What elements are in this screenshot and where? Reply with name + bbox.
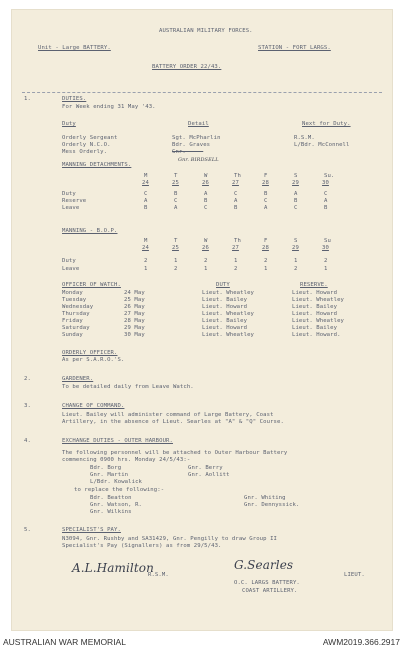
day-label: Th (234, 238, 241, 244)
day-label: Th (234, 173, 241, 179)
cell: B (234, 205, 238, 211)
watch-day: Sunday (62, 332, 83, 338)
handwritten-name: Gnr. BIRDSELL (178, 157, 219, 163)
watch-duty: Lieut. Howard (202, 304, 248, 310)
watch-reserve-header: RESERVE. (300, 282, 328, 288)
day-label: M (144, 238, 148, 244)
watch-day: Friday (62, 318, 83, 324)
duty-header: Duty (62, 121, 76, 127)
date-label: 29 (292, 180, 299, 186)
cell: C (294, 205, 298, 211)
section-heading: DUTIES. (62, 96, 87, 102)
date-label: 26 (202, 180, 209, 186)
cell: 2 (324, 258, 328, 264)
image-credit-bar (0, 632, 403, 653)
section-heading: CHANGE OF COMMAND. (62, 403, 125, 409)
cell: B (264, 191, 268, 197)
watch-duty: Lieut. Wheatley (202, 332, 255, 338)
watch-duty: Lieut. Bailey (202, 318, 248, 324)
cell: A (324, 198, 328, 204)
watch-reserve: Lieut. Bailey (292, 325, 338, 331)
watch-duty: Lieut. Howard (202, 325, 248, 331)
officer-of-watch-heading: OFFICER OF WATCH. (62, 282, 121, 288)
station-line: STATION - FORT LARGS. (258, 45, 331, 51)
watch-duty: Lieut. Bailey (202, 297, 248, 303)
cell: 1 (294, 258, 298, 264)
orderly-officer-text: As per S.A.R.O.'S. (62, 357, 125, 363)
section-number: 4. (24, 438, 31, 444)
watch-duty-header: DUTY (216, 282, 230, 288)
manning-bop-heading: MANNING - B.O.P. (62, 228, 118, 234)
watch-day: Saturday (62, 325, 90, 331)
row-label: Leave (62, 266, 80, 272)
section-text: Artillery, in the absence of Lieut. Searles at "A" & "Q" Course. (62, 419, 284, 425)
duty-row-next: L/Bdr. McConnell (294, 142, 350, 148)
cell: C (234, 191, 238, 197)
section-number: 3. (24, 403, 31, 409)
date-label: 27 (232, 180, 239, 186)
week-line: For Week ending 31 May '43. (62, 104, 156, 110)
duty-row: Mess Orderly. (62, 149, 108, 155)
date-label: 29 (292, 245, 299, 251)
next-header: Next for Duty. (302, 121, 351, 127)
cell: C (264, 198, 268, 204)
date-label: 28 (262, 180, 269, 186)
cell: B (174, 191, 178, 197)
detail-header: Detail (188, 121, 209, 127)
cell: 1 (234, 258, 238, 264)
section-number: 2. (24, 376, 31, 382)
row-label: Duty (62, 258, 76, 264)
cell: 2 (204, 258, 208, 264)
watch-date: 24 May (124, 290, 145, 296)
section-heading: EXCHANGE DUTIES - OUTER HARBOUR. (62, 438, 173, 444)
cell: B (144, 205, 148, 211)
watch-day: Tuesday (62, 297, 87, 303)
cell: A (234, 198, 238, 204)
lieut-label: LIEUT. (344, 572, 365, 578)
date-label: 27 (232, 245, 239, 251)
watch-reserve: Lieut. Howard (292, 311, 338, 317)
day-label: W (204, 238, 208, 244)
watch-day: Thursday (62, 311, 90, 317)
section-text: to replace the following:- (74, 487, 165, 493)
day-label: T (174, 173, 178, 179)
row-label: Reserve (62, 198, 87, 204)
rsm-label: R.S.M. (148, 572, 169, 578)
watch-reserve: Lieut. Howard (292, 290, 338, 296)
section-text: Lieut. Bailey will administer command of Large Battery, Coast (62, 412, 274, 418)
battery-order-document (12, 10, 392, 630)
divider (22, 92, 382, 93)
cell: A (264, 205, 268, 211)
section-text: N3094, Gnr. Rushby and SA31429, Gnr. Pengilly to draw Group II (62, 536, 277, 542)
right-signature: G.Searles (234, 558, 294, 572)
credit-left: AUSTRALIAN WAR MEMORIAL (3, 637, 126, 647)
day-label: Su. (324, 173, 335, 179)
personnel-name: Gnr. Whiting (244, 495, 286, 501)
coast-artillery-label: COAST ARTILLERY. (242, 588, 298, 594)
section-heading: SPECIALIST'S PAY. (62, 527, 121, 533)
section-number: 5. (24, 527, 31, 533)
cell: 1 (144, 266, 148, 272)
section-text: To be detailed daily from Leave Watch. (62, 384, 194, 390)
section-text: Specialist's Pay (Signallers) as from 29/5/43. (62, 543, 222, 549)
date-label: 26 (202, 245, 209, 251)
watch-day: Wednesday (62, 304, 94, 310)
personnel-name: Gnr. Dennyssick. (244, 502, 300, 508)
cell: B (324, 205, 328, 211)
cell: B (204, 198, 208, 204)
watch-date: 27 May (124, 311, 145, 317)
personnel-name: Bdr. Beatton (90, 495, 132, 501)
cell: 2 (294, 266, 298, 272)
row-label: Duty (62, 191, 76, 197)
date-label: 28 (262, 245, 269, 251)
date-label: 24 (142, 245, 149, 251)
duty-row: Orderly N.C.O. (62, 142, 111, 148)
day-label: M (144, 173, 148, 179)
manning-detachments-heading: MANNING DETACHMENTS. (62, 162, 132, 168)
watch-date: 29 May (124, 325, 145, 331)
day-label: W (204, 173, 208, 179)
cell: 2 (264, 258, 268, 264)
document-page (12, 10, 392, 630)
cell: C (324, 191, 328, 197)
section-text: commencing 0900 hrs. Monday 24/5/43:- (62, 457, 191, 463)
credit-right: AWM2019.366.2917 (322, 637, 400, 647)
personnel-name: Gnr. Watson, R. (90, 502, 143, 508)
personnel-name: Gnr. Berry (188, 465, 223, 471)
cell: 1 (174, 258, 178, 264)
section-text: The following personnel will be attached to Outer Harbour Battery (62, 450, 288, 456)
order-number: BATTERY ORDER 22/43. (152, 64, 222, 70)
cell: A (144, 198, 148, 204)
day-label: F (264, 173, 268, 179)
date-label: 24 (142, 180, 149, 186)
cell: 1 (204, 266, 208, 272)
watch-duty: Lieut. Wheatley (202, 290, 255, 296)
cell: B (294, 198, 298, 204)
cell: 1 (324, 266, 328, 272)
date-label: 25 (172, 180, 179, 186)
personnel-name: Bdr. Borg (90, 465, 122, 471)
cell: C (204, 205, 208, 211)
oc-label: O.C. LARGS BATTERY. (234, 580, 300, 586)
day-label: F (264, 238, 268, 244)
cell: 2 (234, 266, 238, 272)
section-heading: GARDENER. (62, 376, 94, 382)
watch-date: 25 May (124, 297, 145, 303)
watch-day: Monday (62, 290, 83, 296)
day-label: Su (324, 238, 331, 244)
duty-row: Orderly Sergeant (62, 135, 118, 141)
day-label: T (174, 238, 178, 244)
section-number: 1. (24, 96, 31, 102)
watch-reserve: Lieut. Wheatley (292, 297, 345, 303)
doc-title: AUSTRALIAN MILITARY FORCES. (159, 28, 253, 34)
duty-row-detail: Gnr. ———— (172, 149, 204, 155)
watch-reserve: Lieut. Howard. (292, 332, 341, 338)
left-signature: A.L.Hamilton (72, 561, 154, 575)
personnel-name: L/Bdr. Kowalick (90, 479, 143, 485)
date-label: 25 (172, 245, 179, 251)
duty-row-next: R.S.M. (294, 135, 315, 141)
watch-reserve: Lieut. Wheatley (292, 318, 345, 324)
cell: A (294, 191, 298, 197)
personnel-name: Gnr. Aollitt (188, 472, 230, 478)
watch-date: 28 May (124, 318, 145, 324)
date-label: 30 (322, 245, 329, 251)
cell: 1 (264, 266, 268, 272)
cell: C (174, 198, 178, 204)
unit-line: Unit - Large BATTERY. (38, 45, 111, 51)
day-label: S (294, 238, 298, 244)
watch-date: 30 May (124, 332, 145, 338)
watch-duty: Lieut. Wheatley (202, 311, 255, 317)
cell: A (204, 191, 208, 197)
cell: A (174, 205, 178, 211)
date-label: 30 (322, 180, 329, 186)
personnel-name: Gnr. Martin (90, 472, 129, 478)
row-label: Leave (62, 205, 80, 211)
orderly-officer-heading: ORDERLY OFFICER. (62, 350, 118, 356)
day-label: S (294, 173, 298, 179)
watch-date: 26 May (124, 304, 145, 310)
watch-reserve: Lieut. Bailey (292, 304, 338, 310)
cell: 2 (144, 258, 148, 264)
cell: 2 (174, 266, 178, 272)
duty-row-detail: Bdr. Graves (172, 142, 211, 148)
duty-row-detail: Sgt. McPharlin (172, 135, 221, 141)
cell: C (144, 191, 148, 197)
personnel-name: Gnr. Wilkins (90, 509, 132, 515)
